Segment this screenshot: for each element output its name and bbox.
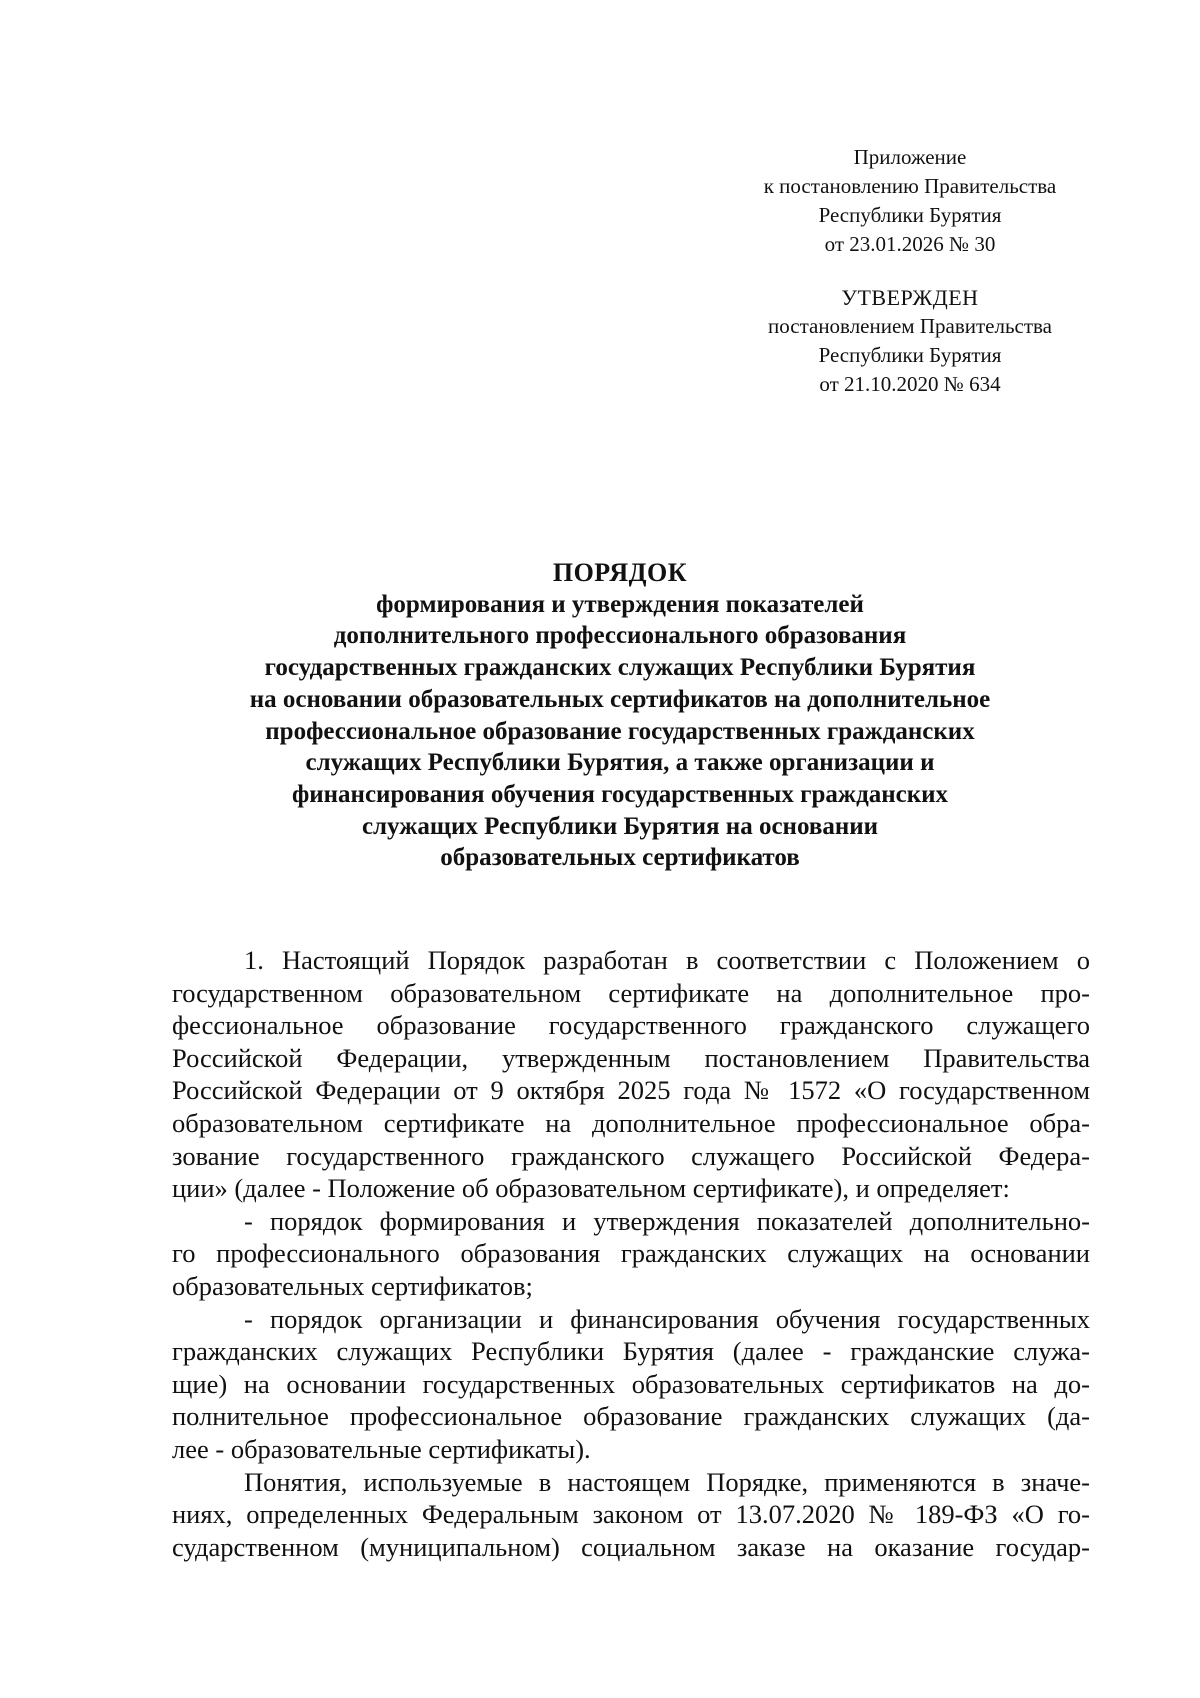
- appendix-line: от 23.01.2026 № 30: [824, 232, 996, 256]
- body-line: - порядок формирования и утверждения показателей дополнительно-: [244, 1205, 1090, 1236]
- body-line: государственном образовательном сертификате на дополнительное про-: [172, 977, 1090, 1008]
- appendix-header: [730, 143, 1090, 259]
- body-line: - порядок организации и финансирования обучения государственных: [244, 1303, 1090, 1334]
- body-line: го профессионального образования гражданских служащих на основании: [172, 1238, 1090, 1269]
- body-line: гражданских служащих Республики Бурятия (далее - гражданские служа-: [172, 1336, 1090, 1367]
- title-line: профессиональное образование государственных гражданских: [265, 717, 975, 745]
- title-line: образовательных сертификатов: [440, 844, 800, 872]
- appendix-line: к постановлению Правительства: [763, 174, 1057, 198]
- approved-line: Республики Бурятия: [818, 343, 1002, 367]
- title-line: служащих Республики Бурятия на основании: [361, 812, 879, 840]
- body-line: сударственном (муниципальном) социальном заказе на оказание государ-: [172, 1531, 1090, 1562]
- title-line: служащих Республики Бурятия, а также организации и: [305, 749, 935, 777]
- body-text: [172, 944, 1090, 1563]
- body-line: лее - образовательные сертификаты).: [172, 1433, 591, 1464]
- title-line: государственных гражданских служащих Республики Бурятия: [264, 654, 976, 682]
- approval-stamp: [735, 283, 1085, 399]
- body-line: Понятия, используемые в настоящем Порядке, применяются в значе-: [244, 1466, 1090, 1497]
- approved-line: от 21.10.2020 № 634: [819, 372, 1001, 396]
- document-title: [140, 557, 1100, 874]
- title-heading: ПОРЯДОК: [552, 558, 688, 587]
- body-line: ниях, определенных Федеральным законом от 13.07.2020 № 189-ФЗ «О го-: [172, 1499, 1090, 1530]
- title-line: финансирования обучения государственных гражданских: [291, 780, 949, 808]
- body-line: образовательном сертификате на дополнительное профессиональное обра-: [172, 1107, 1090, 1138]
- body-line: фессиональное образование государственного гражданского служащего: [172, 1010, 1090, 1041]
- body-line: зование государственного гражданского служащего Российской Федера-: [172, 1140, 1090, 1171]
- appendix-line: Приложение: [853, 145, 967, 169]
- title-line: на основании образовательных сертификатов на дополнительное: [249, 685, 991, 713]
- body-line: ции» (далее - Положение об образовательном сертификате), и определяет:: [172, 1173, 1010, 1204]
- approved-line: постановлением Правительства: [767, 314, 1052, 338]
- body-line: щие) на основании государственных образовательных сертификатов на до-: [172, 1368, 1090, 1399]
- approved-heading: УТВЕРЖДЕН: [841, 285, 979, 310]
- body-line: Российской Федерации от 9 октября 2025 года № 1572 «О государственном: [172, 1075, 1090, 1106]
- title-line: дополнительного профессионального образования: [333, 622, 907, 650]
- body-line: полнительное профессиональное образование гражданских служащих (да-: [172, 1401, 1090, 1432]
- body-line: 1. Настоящий Порядок разработан в соответствии с Положением о: [244, 945, 1090, 975]
- body-line: образовательных сертификатов;: [172, 1270, 533, 1301]
- appendix-line: Республики Бурятия: [818, 203, 1002, 227]
- title-line: формирования и утверждения показателей: [376, 590, 864, 618]
- body-line: Российской Федерации, утвержденным постановлением Правительства: [172, 1042, 1090, 1073]
